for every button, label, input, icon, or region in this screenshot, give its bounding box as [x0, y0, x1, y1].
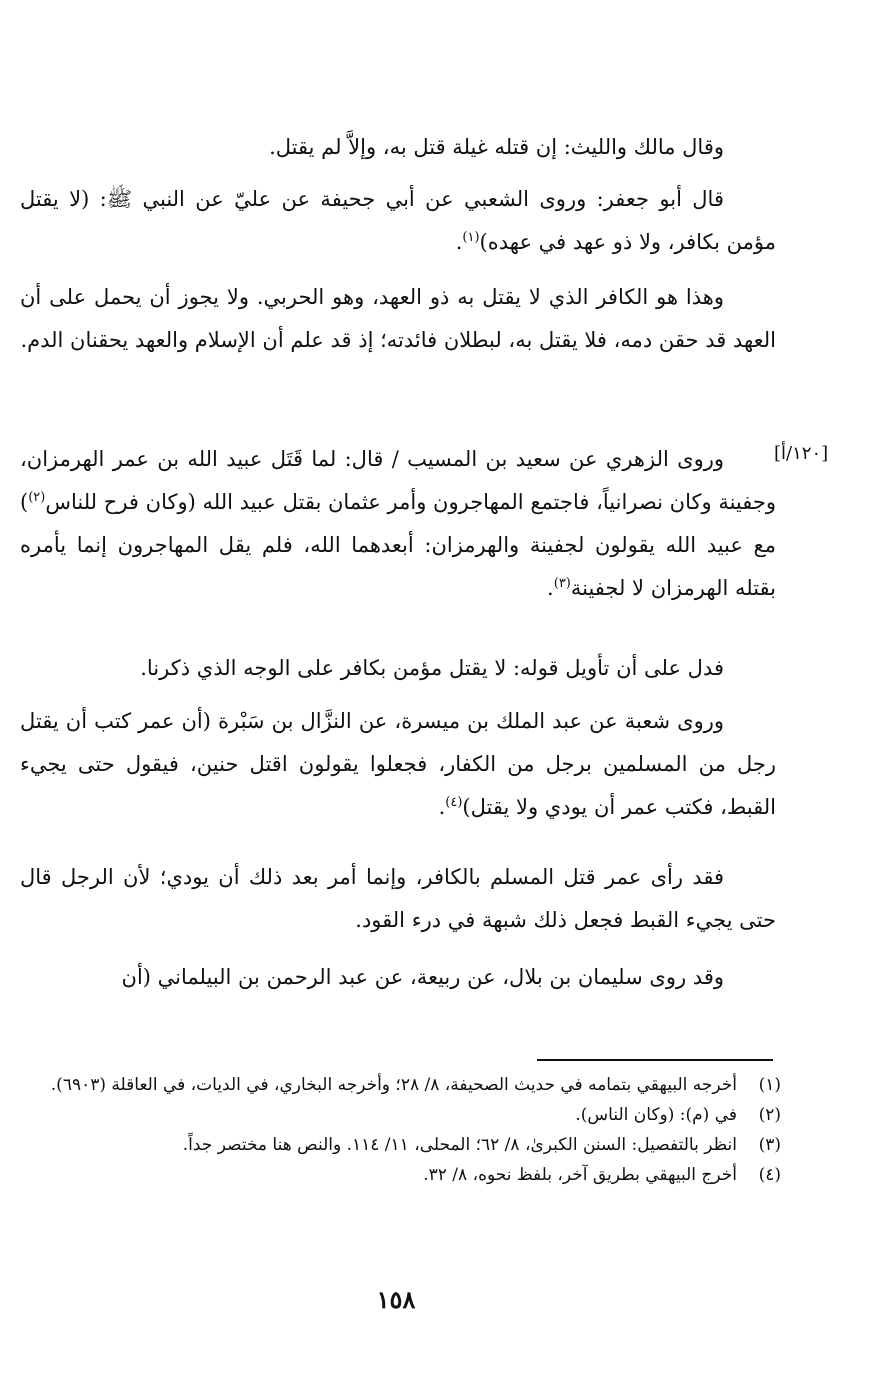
- paragraph-text: فقد رأى عمر قتل المسلم بالكافر، وإنما أمر بعد ذلك أن يودي؛ لأن الرجل قال حتى يجيء القبط فجعل ذلك شبهة في درء القود.: [20, 865, 776, 932]
- paragraph-8: [20, 956, 776, 999]
- footnote-number: (٣): [758, 1135, 781, 1155]
- paragraph-text: فدل على أن تأويل قوله: لا يقتل مؤمن بكافر على الوجه الذي ذكرنا.: [140, 656, 724, 680]
- paragraph-text: ) مع عبيد الله يقولون لجفينة والهرمزان: أبعدهما الله، فلم يقل المهاجرون إنما يأمره بقتله الهرمزان لا لجفينة: [20, 490, 776, 600]
- paragraph-text: .: [455, 230, 463, 254]
- footnote-4: [20, 1160, 781, 1190]
- paragraph-3: [20, 276, 776, 362]
- footnote-marker[interactable]: (١): [462, 230, 480, 245]
- footnote-number: (٢): [758, 1105, 781, 1125]
- paragraph-text: .: [438, 795, 446, 819]
- paragraph-text: وروى شعبة عن عبد الملك بن ميسرة، عن النزَّال بن سَبْرة (أن عمر كتب أن يقتل رجل من المسلمين برجل من الكفار، فجعلوا يقولون اقتل حنين، فيقول حتى يجيء القبط، فكتب عمر أن يودي ولا يقتل): [20, 709, 776, 819]
- paragraph-text: وهذا هو الكافر الذي لا يقتل به ذو العهد، وهو الحربي. ولا يجوز أن يحمل على أن العهد قد حقن دمه، فلا يقتل به، لبطلان فائدته؛ إذ قد علم أن الإسلام والعهد يحقنان الدم.: [20, 285, 776, 352]
- paragraph-text: وروى الزهري عن سعيد بن المسيب / قال: لما قَتَل عبيد الله بن عمر الهرمزان، وجفينة وكان نصرانياً، فاجتمع المهاجرون وأمر عثمان بقتل عبيد الله (وكان فرح للناس: [20, 447, 776, 514]
- page-number: ١٥٨: [376, 1285, 416, 1314]
- paragraph-text: وقال مالك والليث: إن قتله غيلة قتل به، وإلاَّ لم يقتل.: [269, 135, 724, 159]
- paragraph-6: [20, 700, 776, 829]
- footnotes: [20, 1070, 781, 1190]
- paragraph-text: قال أبو جعفر: وروى الشعبي عن أبي جحيفة عن عليّ عن النبي ﷺ: (لا يقتل مؤمن بكافر، ولا ذو عهد في عهده): [20, 187, 776, 254]
- paragraph-7: [20, 856, 776, 942]
- footnote-divider: [537, 1059, 773, 1061]
- paragraph-5: [20, 647, 776, 690]
- footnote-3: [20, 1130, 781, 1160]
- margin-folio-reference: [١٢٠/أ]: [774, 443, 829, 464]
- footnote-text: انظر بالتفصيل: السنن الكبرىٰ، ٨/ ٦٢؛ المحلى، ١١/ ١١٤. والنص هنا مختصر جداً.: [182, 1135, 737, 1155]
- footnote-marker[interactable]: (٣): [553, 576, 571, 591]
- footnote-number: (٤): [758, 1165, 781, 1185]
- paragraph-text: .: [547, 576, 554, 600]
- paragraph-1: [20, 126, 776, 169]
- footnote-text: أخرج البيهقي بطريق آخر، بلفظ نحوه، ٨/ ٣٢.: [423, 1165, 737, 1185]
- footnote-text: أخرجه البيهقي بتمامه في حديث الصحيفة، ٨/ ٢٨؛ وأخرجه البخاري، في الديات، في العاقلة (٦٩٠٣).: [50, 1075, 737, 1095]
- paragraph-2: [20, 178, 776, 264]
- footnote-2: [20, 1100, 781, 1130]
- footnote-marker[interactable]: (٤): [445, 795, 463, 810]
- footnote-number: (١): [758, 1075, 781, 1095]
- footnote-marker[interactable]: (٢): [28, 490, 46, 505]
- paragraph-4: [20, 438, 776, 610]
- footnote-text: في (م): (وكان الناس).: [575, 1105, 737, 1125]
- footnote-1: [20, 1070, 781, 1100]
- paragraph-text: وقد روى سليمان بن بلال، عن ربيعة، عن عبد الرحمن بن البيلماني (أن: [121, 965, 724, 989]
